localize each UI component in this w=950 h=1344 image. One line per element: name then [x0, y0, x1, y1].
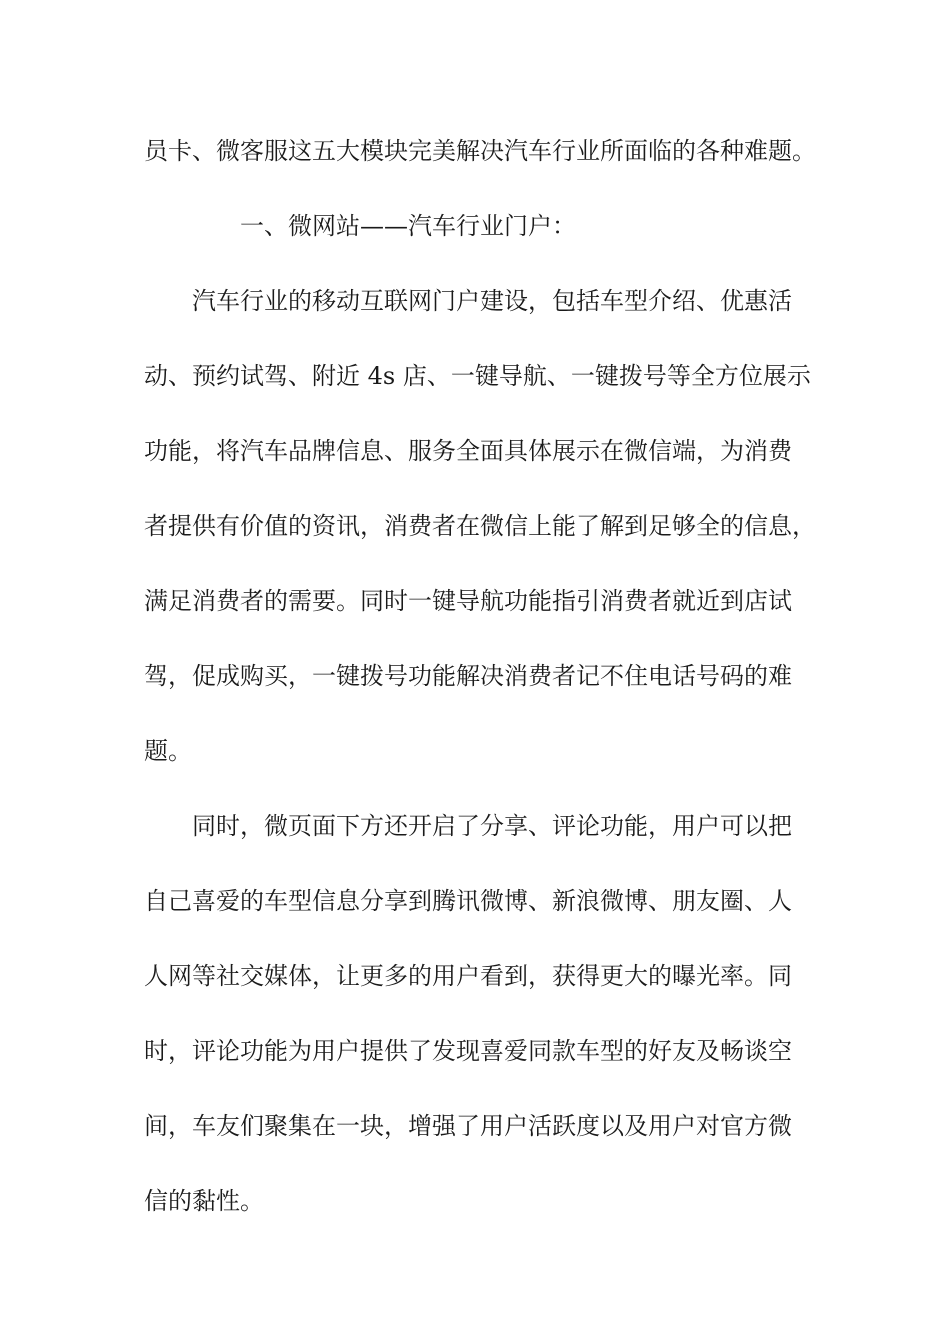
paragraph-1-line-2: 动、预约试驾、附近 4s 店、一键导航、一键拨号等全方位展示 — [144, 362, 811, 390]
paragraph-2-line-2: 自己喜爱的车型信息分享到腾讯微博、新浪微博、朋友圈、人 — [144, 887, 792, 915]
paragraph-1-line-1: 汽车行业的移动互联网门户建设，包括车型介绍、优惠活 — [192, 287, 792, 315]
paragraph-2-line-1: 同时，微页面下方还开启了分享、评论功能，用户可以把 — [192, 812, 792, 840]
paragraph-1-line-5: 满足消费者的需要。同时一键导航功能指引消费者就近到店试 — [144, 587, 792, 615]
paragraph-2-line-5: 间，车友们聚集在一块，增强了用户活跃度以及用户对官方微 — [144, 1112, 792, 1140]
paragraph-1-line-6: 驾，促成购买，一键拨号功能解决消费者记不住电话号码的难 — [144, 662, 792, 690]
section-heading: 一、微网站——汽车行业门户： — [240, 212, 576, 240]
text-line-continuation: 员卡、微客服这五大模块完美解决汽车行业所面临的各种难题。 — [144, 137, 816, 165]
paragraph-1-line-3: 功能，将汽车品牌信息、服务全面具体展示在微信端，为消费 — [144, 437, 792, 465]
paragraph-2-line-4: 时，评论功能为用户提供了发现喜爱同款车型的好友及畅谈空 — [144, 1037, 792, 1065]
paragraph-1-line-7: 题。 — [144, 737, 192, 765]
paragraph-2-line-3: 人网等社交媒体，让更多的用户看到，获得更大的曝光率。同 — [144, 962, 792, 990]
paragraph-2-line-6: 信的黏性。 — [144, 1187, 264, 1215]
paragraph-1-line-4: 者提供有价值的资讯，消费者在微信上能了解到足够全的信息， — [144, 512, 816, 540]
